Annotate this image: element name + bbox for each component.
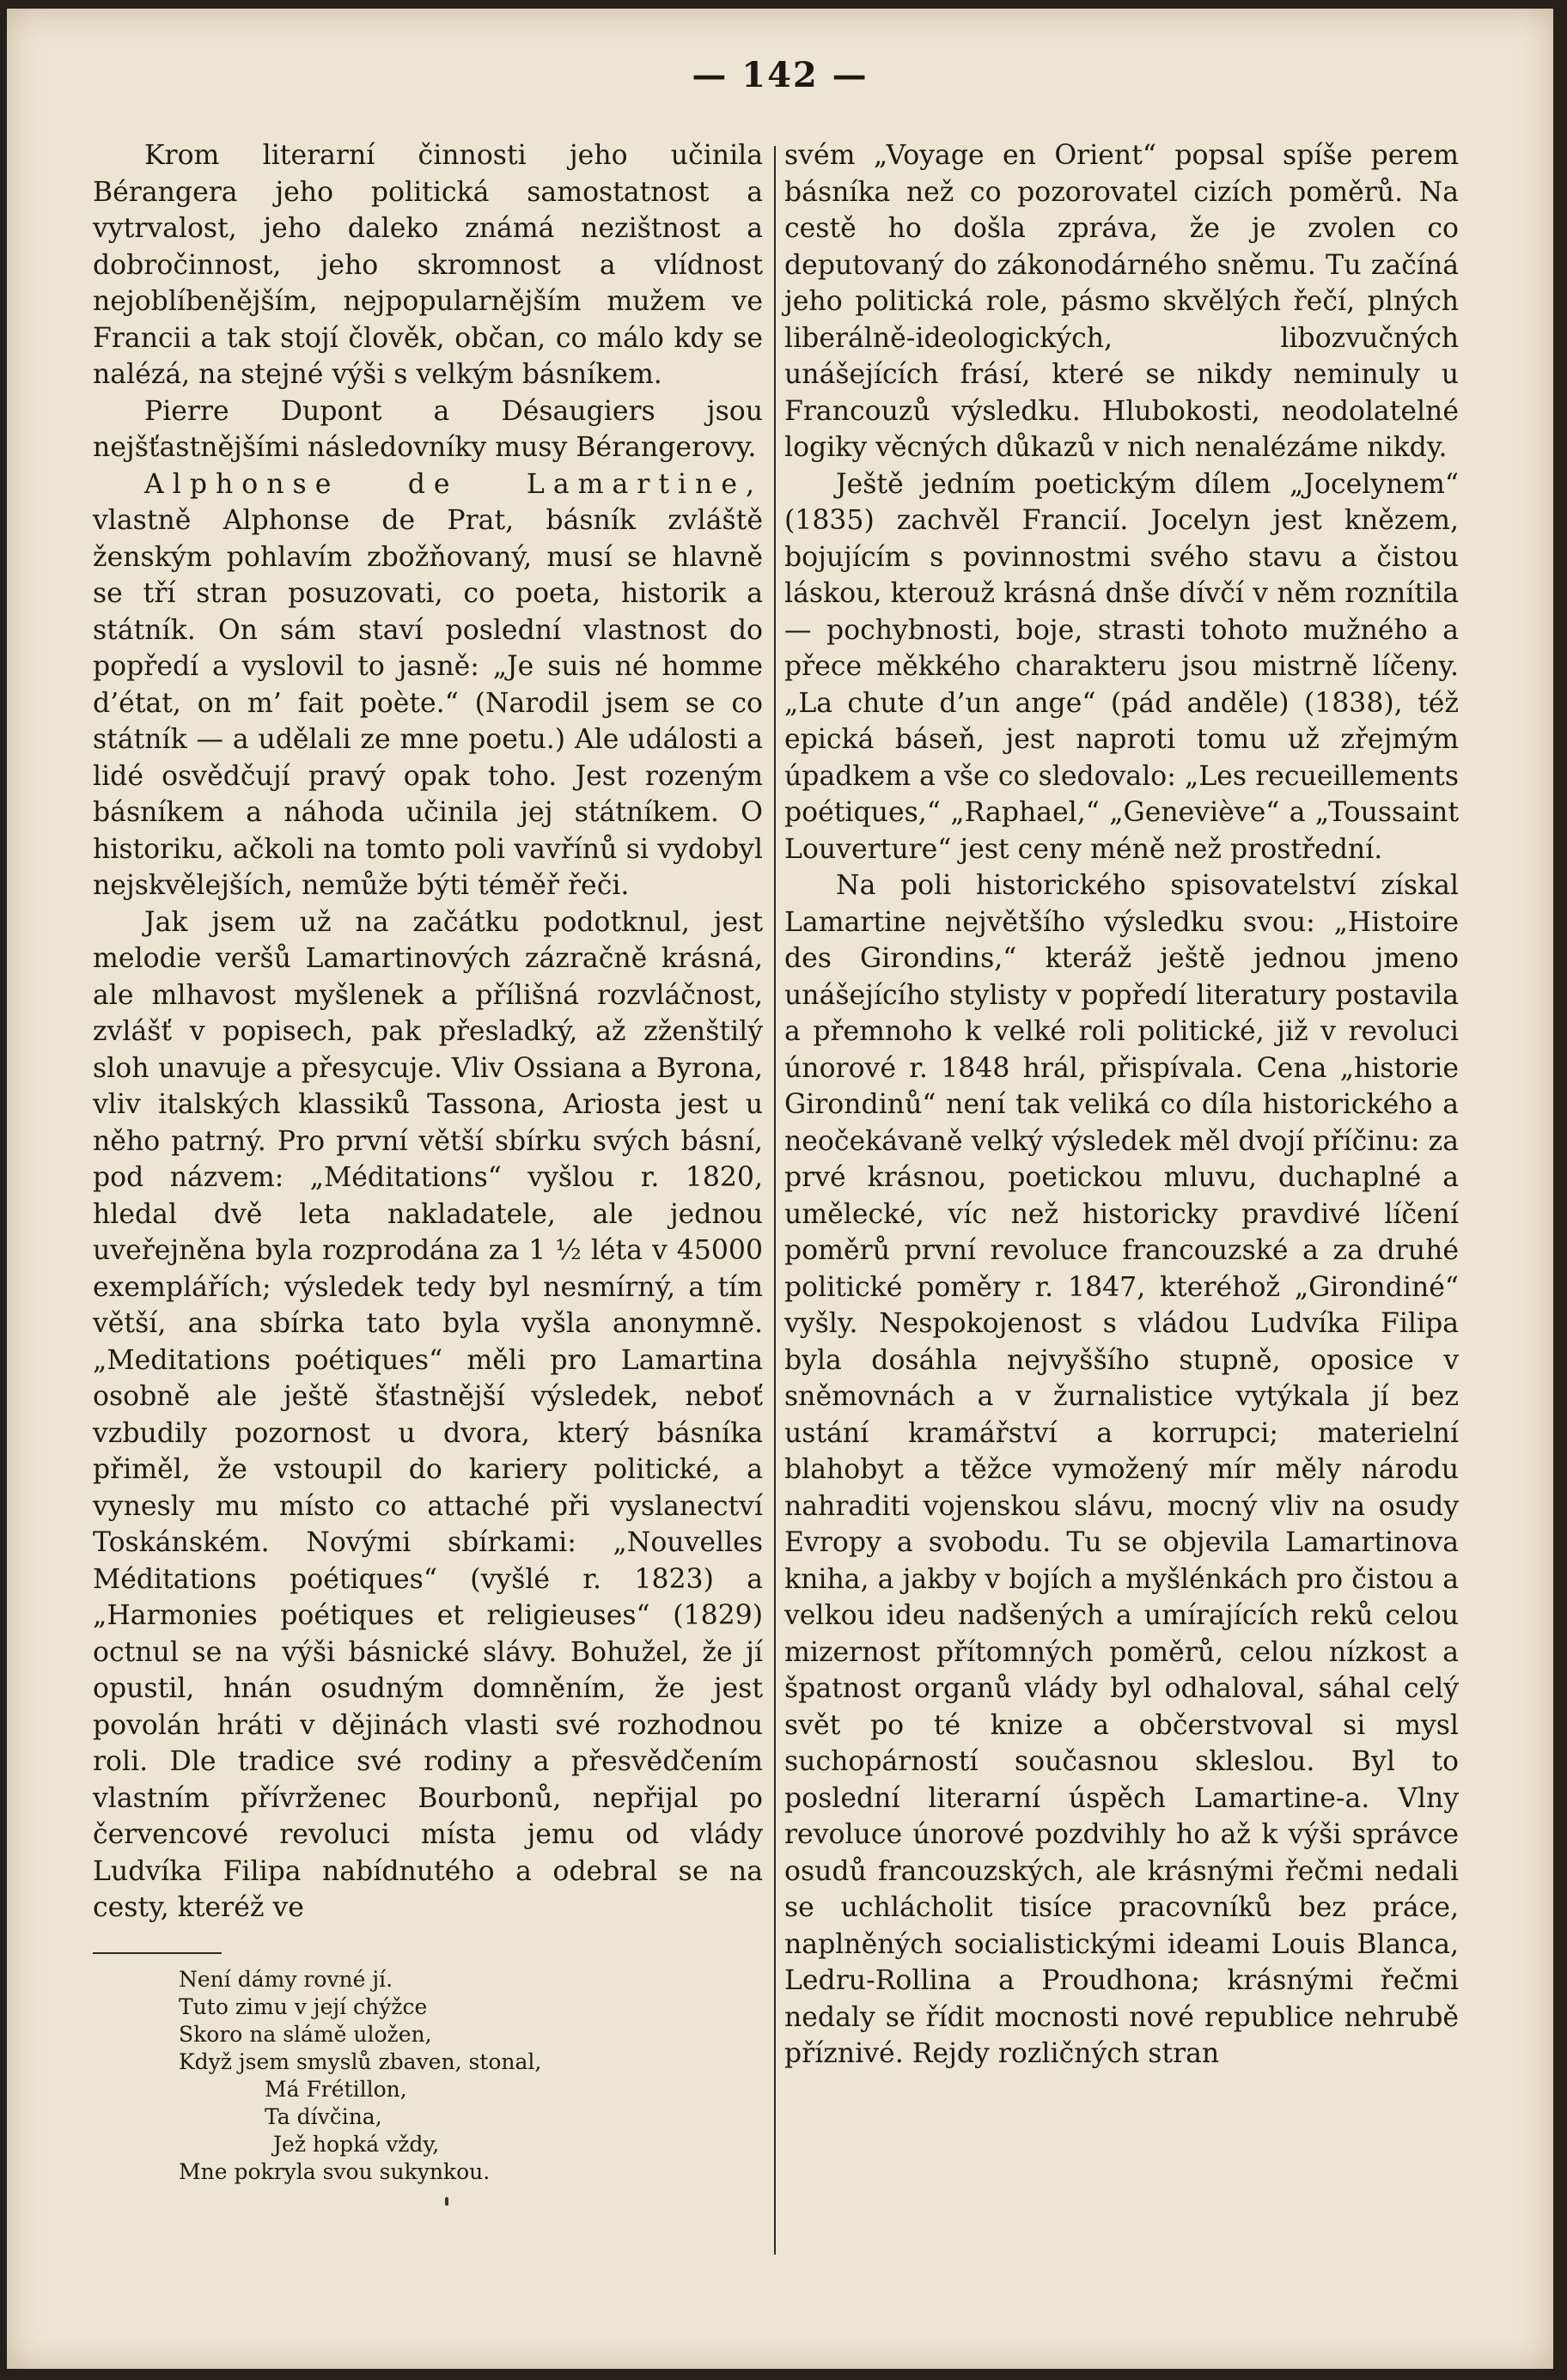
poem-line: Tuto zimu v její chýžce bbox=[179, 1993, 428, 2019]
poem-line: Jež hopká vždy, bbox=[273, 2131, 440, 2157]
paragraph-voyage: svém „Voyage en Orient“ popsal spíše perem básníka než co pozorovatel cizích poměrů. Na cestě ho došla zpráva, že je zvolen co deputovaný do zákonodárného sněmu. Tu začíná jeho politická role, pásmo skvělých řečí, plných liberálně-ideologických, libozvučných unášejících frásí, které se nikdy neminuly u Francouzů výsledku. Hlubokosti, neodolatelné logiky věcných důkazů v nich nenalézáme nikdy. bbox=[784, 140, 1459, 463]
page-number: — 142 — bbox=[692, 55, 869, 95]
poem-line: Když jsem smyslů zbaven, stonal, bbox=[179, 2048, 542, 2074]
poem-line: Ta dívčina, bbox=[265, 2103, 382, 2129]
paragraph-girondins: Na poli historického spisovatelství získal Lamartine největšího výsledku svou: „Histoire des Girondins,“ kteráž ještě jednou jmeno unášejícího stylisty v popředí literatury postavila a přemnoho k velké roli politické, již v revoluci únorové r. 1848 hrál, přispívala. Cena „historie Girondinů“ není tak veliká co díla historického a neočekávaně velký výsledek měl dvojí příčinu: za prvé krásnou, poetickou mluvu, duchaplné a umělecké, víc než historicky pravdivé líčení poměrů první revoluce francouzské a za druhé politické poměry r. 1847, kteréhož „Girondiné“ vyšly. Nespokojenost s vládou Ludvíka Filipa byla dosáhla nejvyššího stupně, oposice v sněmovnách a v žurnalistice vytýkala jí bez ustání kramářství a korrupci; materielní blahobyt a těžce vymožený mír měly národu nahraditi vojenskou slávu, mocný vliv na osudy Evropy a svobodu. Tu se objevila Lamartinova kniha, a jakby v bojích a myšlénkách pro čistou a velkou ideu nadšených a umírajících reků celou mizernost přítomných poměrů, celou nízkost a špatnost organů vlády byl odhaloval, sáhal celý svět po té knize a občerstvoval si mysl suchopárností současnou skleslou. Byl to poslední literarní úspěch Lamartine-a. Vlny revoluce únorové pozdvihly ho až k výši správce osudů francouzských, ale krásnými řečmi nedali se uchlácholit tisíce pracovníků bez práce, naplněných socialistickými ideami Louis Blanca, Ledru-Rollina a Proudhona; krásnými řečmi nedaly se řídit mocnosti nové republice nehrubě příznivé. Rejdy rozličných stran bbox=[784, 870, 1459, 2069]
footnote-rule bbox=[93, 1952, 222, 1954]
right-column bbox=[784, 137, 1459, 2073]
poem-line: Skoro na slámě uložen, bbox=[179, 2021, 432, 2047]
lamartine-name: Alphonse de Lamartine, bbox=[144, 468, 763, 500]
footnote-poem bbox=[93, 1966, 763, 2186]
poem-line: Není dámy rovné jí. bbox=[179, 1966, 393, 1992]
paragraph-followers: Pierre Dupont a Désaugiers jsou nejšťastnějšími následovníky musy Bérangerovy. bbox=[93, 395, 763, 463]
paragraph-lamartine bbox=[93, 466, 763, 904]
left-column bbox=[93, 137, 763, 2186]
poem-line: Mne pokryla svou sukynkou. bbox=[179, 2158, 491, 2184]
paragraph-beranger: Krom literarní činnosti jeho učinila Bérangera jeho politická samostatnost a vytrvalost, jeho daleko známá nezištnost a dobročinnost, jeho skromnost a vlídnost nejoblíbenějším, nejpopularnějším mužem ve Francii a tak stojí člověk, občan, co málo kdy se nalézá, na stejné výši s velkým básníkem. bbox=[93, 140, 763, 390]
poem-line: Má Frétillon, bbox=[265, 2076, 407, 2102]
print-speck bbox=[445, 2197, 448, 2206]
paragraph-verses: Jak jsem už na začátku podotknul, jest melodie veršů Lamartinových zázračně krásná, ale mlhavost myšlenek a přílišná rozvláčnost, zvlášť v popisech, pak přesladký, až zženštilý sloh unavuje a přesycuje. Vliv Ossiana a Byrona, vliv italských klassiků Tassona, Ariosta jest u něho patrný. Pro první větší sbírku svých básní, pod názvem: „Méditations“ vyšlou r. 1820, hledal dvě leta nakladatele, ale jednou uveřejněna byla rozprodána za 1 ½ léta v 45000 exemplářích; výsledek tedy byl nesmírný, a tím větší, ana sbírka tato byla vyšla anonymně. „Meditations poétiques“ měli pro Lamartina osobně ale ještě šťastnější výsledek, neboť vzbudily pozornost u dvora, který básníka přiměl, že vstoupil do kariery politické, a vynesly mu místo co attaché při vyslanectví Toskánském. Novými sbírkami: „Nouvelles Méditations poétiques“ (vyšlé r. 1823) a „Harmonies poétiques et religieuses“ (1829) octnul se na výši básnické slávy. Bohužel, že jí opustil, hnán osudným domněním, že jest povolán hráti v dějinách vlasti své rozhodnou roli. Dle tradice své rodiny a přesvědčením vlastním přívrženec Bourbonů, nepřijal po červencové revoluci místa jemu od vlády Ludvíka Filipa nabídnutého a odebral se na cesty, kteréž ve bbox=[93, 906, 763, 1923]
paragraph-jocelyn: Ještě jedním poetickým dílem „Jocelynem“ (1835) zachvěl Francií. Jocelyn jest knězem, bojujícím s povinnostmi svého stavu a čistou láskou, kterouž krásná dnše dívčí v něm roznítila — pochybnosti, boje, strasti tohoto mužného a přece měkkého charakteru jsou mistrně líčeny. „La chute d’un ange“ (pád anděle) (1838), též epická báseň, jest naproti tomu už zřejmým úpadkem a vše co sledovalo: „Les recueillements poétiques,“ „Raphael,“ „Geneviève“ a „Toussaint Louverture“ jest ceny méně než prostřední. bbox=[784, 468, 1459, 865]
column-divider bbox=[774, 146, 776, 2255]
book-page bbox=[7, 9, 1553, 2369]
lamartine-intro: vlastně Alphonse de Prat, básník zvláště ženským pohlavím zbožňovaný, musí se hlavně se tří stran posuzovati, co poeta, historik a státník. On sám staví poslední vlastnost do popředí a vyslovil to jasně: „Je suis né homme d’état, on m’ fait poète.“ (Narodil jsem se co státník — a udělali ze mne poetu.) Ale události a lidé osvědčují pravý opak toho. Jest rozeným básníkem a náhoda učinila jej státníkem. O historiku, ačkoli na tomto poli vavřínů si vydobyl nejskvělejších, nemůže býti téměř řeči. bbox=[93, 505, 763, 901]
